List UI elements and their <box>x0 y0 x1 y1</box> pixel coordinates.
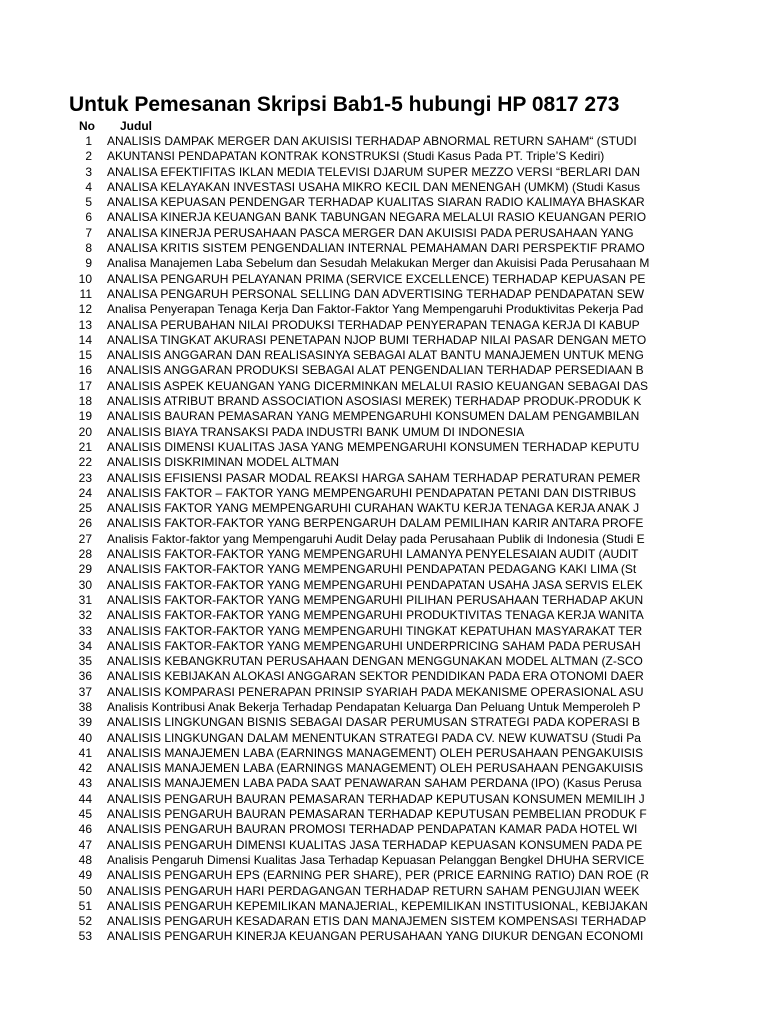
row-title: ANALISIS PENGARUH HARI PERDAGANGAN TERHADAP RETURN SAHAM PENGUJIAN WEEK <box>107 883 640 898</box>
table-row <box>0 486 768 501</box>
row-title: ANALISIS ATRIBUT BRAND ASSOCIATION ASOSIASI MEREK) TERHADAP PRODUK-PRODUK K <box>107 394 642 409</box>
row-number: 25 <box>78 501 92 516</box>
row-title: ANALISIS PENGARUH BAURAN PEMASARAN TERHADAP KEPUTUSAN PEMBELIAN PRODUK F <box>107 807 647 822</box>
table-row <box>0 333 768 348</box>
table-row <box>0 807 768 822</box>
table-row <box>0 455 768 470</box>
row-number: 13 <box>78 317 92 332</box>
row-title: ANALISIS PENGARUH KINERJA KEUANGAN PERUSAHAAN YANG DIUKUR DENGAN ECONOMI <box>107 929 644 944</box>
table-row <box>0 149 768 164</box>
table-row <box>0 180 768 195</box>
table-row <box>0 562 768 577</box>
table-row <box>0 471 768 486</box>
row-number: 15 <box>78 348 92 363</box>
row-title: ANALISA KEPUASAN PENDENGAR TERHADAP KUALITAS SIARAN RADIO KALIMAYA BHASKAR <box>107 195 645 210</box>
row-title: ANALISA EFEKTIFITAS IKLAN MEDIA TELEVISI DJARUM SUPER MEZZO VERSI “BERLARI DAN <box>107 164 641 179</box>
row-title: ANALISIS FAKTOR-FAKTOR YANG MEMPENGARUHI PENDAPATAN USAHA JASA SERVIS ELEK <box>107 577 643 592</box>
row-number: 5 <box>85 195 92 210</box>
table-row <box>0 624 768 639</box>
table-row <box>0 287 768 302</box>
row-title: ANALISIS MANAJEMEN LABA (EARNINGS MANAGEMENT) OLEH PERUSAHAAN PENGAKUISIS <box>107 745 644 760</box>
table-row <box>0 746 768 761</box>
row-title: ANALISIS KEBIJAKAN ALOKASI ANGGARAN SEKTOR PENDIDIKAN PADA ERA OTONOMI DAER <box>107 669 644 684</box>
table-row <box>0 578 768 593</box>
row-title: ANALISA KELAYAKAN INVESTASI USAHA MIKRO KECIL DAN MENENGAH (UMKM) (Studi Kasus <box>107 179 641 194</box>
row-number: 2 <box>85 149 92 164</box>
row-title: ANALISIS FAKTOR – FAKTOR YANG MEMPENGARUHI PENDAPATAN PETANI DAN DISTRIBUS <box>107 485 636 500</box>
row-number: 41 <box>78 745 92 760</box>
row-number: 45 <box>78 807 92 822</box>
row-title: ANALISIS PENGARUH KEPEMILIKAN MANAJERIAL, KEPEMILIKAN INSTITUSIONAL, KEBIJAKAN <box>107 898 648 913</box>
table-row <box>0 210 768 225</box>
row-number: 10 <box>78 271 92 286</box>
row-title: ANALISIS PENGARUH KESADARAN ETIS DAN MANAJEMEN SISTEM KOMPENSASI TERHADAP <box>107 914 647 929</box>
row-number: 9 <box>85 256 92 271</box>
table-row <box>0 929 768 944</box>
table-row <box>0 899 768 914</box>
row-title: ANALISIS PENGARUH DIMENSI KUALITAS JASA TERHADAP KEPUASAN KONSUMEN PADA PE <box>107 837 643 852</box>
row-number: 34 <box>78 638 92 653</box>
row-number: 31 <box>78 592 92 607</box>
row-number: 38 <box>78 699 92 714</box>
table-row <box>0 425 768 440</box>
row-number: 49 <box>78 868 92 883</box>
row-number: 48 <box>78 852 92 867</box>
table-row <box>0 761 768 776</box>
row-number: 39 <box>78 715 92 730</box>
table-row <box>0 409 768 424</box>
row-number: 14 <box>78 332 92 347</box>
row-title: ANALISIS FAKTOR-FAKTOR YANG MEMPENGARUHI TINGKAT KEPATUHAN MASYARAKAT TER <box>107 623 643 638</box>
row-number: 1 <box>85 134 92 148</box>
row-number: 42 <box>78 761 92 776</box>
table-row <box>0 853 768 868</box>
page-title: Untuk Pemesanan Skripsi Bab1-5 hubungi HP 0817 273 <box>69 93 620 116</box>
row-title: ANALISA KINERJA KEUANGAN BANK TABUNGAN NEGARA MELALUI RASIO KEUANGAN PERIO <box>107 210 647 225</box>
row-title: ANALISIS PENGARUH BAURAN PROMOSI TERHADAP PENDAPATAN KAMAR PADA HOTEL WI <box>107 822 638 837</box>
row-title: Analisis Pengaruh Dimensi Kualitas Jasa Terhadap Kepuasan Pelanggan Bengkel DHUHA SERVICE <box>107 852 645 867</box>
table-row <box>0 547 768 562</box>
table-row <box>0 379 768 394</box>
row-number: 18 <box>78 394 92 409</box>
row-number: 23 <box>78 470 92 485</box>
row-title: ANALISA PENGARUH PELAYANAN PRIMA (SERVICE EXCELLENCE) TERHADAP KEPUASAN PE <box>107 271 646 286</box>
table-row <box>0 501 768 516</box>
table-row <box>0 884 768 899</box>
table-row <box>0 363 768 378</box>
row-number: 20 <box>78 424 92 439</box>
row-title: ANALISA KINERJA PERUSAHAAN PASCA MERGER DAN AKUISISI PADA PERUSAHAAN YANG <box>107 225 634 240</box>
row-number: 53 <box>78 929 92 944</box>
row-title: ANALISA PENGARUH PERSONAL SELLING DAN ADVERTISING TERHADAP PENDAPATAN SEW <box>107 286 645 301</box>
table-row <box>0 822 768 837</box>
row-title: ANALISIS MANAJEMEN LABA PADA SAAT PENAWARAN SAHAM PERDANA (IPO) (Kasus Perusa <box>107 776 642 791</box>
table-row <box>0 669 768 684</box>
table-row <box>0 639 768 654</box>
row-number: 37 <box>78 684 92 699</box>
row-title: ANALISIS KOMPARASI PENERAPAN PRINSIP SYARIAH PADA MEKANISME OPERASIONAL ASU <box>107 684 644 699</box>
row-title: ANALISIS KEBANGKRUTAN PERUSAHAAN DENGAN MENGGUNAKAN MODEL ALTMAN (Z-SCO <box>107 654 643 669</box>
row-number: 19 <box>78 409 92 424</box>
row-title: AKUNTANSI PENDAPATAN KONTRAK KONSTRUKSI (Studi Kasus Pada PT. Triple’S Kediri) <box>107 149 605 164</box>
row-title: ANALISA TINGKAT AKURASI PENETAPAN NJOP BUMI TERHADAP NILAI PASAR DENGAN METO <box>107 332 647 347</box>
row-number: 21 <box>78 439 92 454</box>
table-row <box>0 134 768 149</box>
table-row <box>0 165 768 180</box>
row-number: 17 <box>78 378 92 393</box>
table-row <box>0 731 768 746</box>
table-row <box>0 256 768 271</box>
row-title: ANALISIS LINGKUNGAN BISNIS SEBAGAI DASAR PERUMUSAN STRATEGI PADA KOPERASI B <box>107 715 641 730</box>
row-title: ANALISIS ANGGARAN PRODUKSI SEBAGAI ALAT PENGENDALIAN TERHADAP PERSEDIAAN B <box>107 363 644 378</box>
row-number: 36 <box>78 669 92 684</box>
row-number: 40 <box>78 730 92 745</box>
row-title: Analisis Faktor-faktor yang Mempengaruhi Audit Delay pada Perusahaan Publik di Indonesia (Studi E <box>107 531 645 546</box>
row-number: 35 <box>78 654 92 669</box>
row-title: ANALISA KRITIS SISTEM PENGENDALIAN INTERNAL PEMAHAMAN DARI PERSPEKTIF PRAMO <box>107 241 645 256</box>
row-number: 28 <box>78 547 92 562</box>
row-title: ANALISIS FAKTOR-FAKTOR YANG MEMPENGARUHI PILIHAN PERUSAHAAN TERHADAP AKUN <box>107 592 644 607</box>
row-number: 7 <box>85 225 92 240</box>
row-title: ANALISIS BIAYA TRANSAKSI PADA INDUSTRI BANK UMUM DI INDONESIA <box>107 424 525 439</box>
row-title: ANALISIS FAKTOR-FAKTOR YANG MEMPENGARUHI UNDERPRICING SAHAM PADA PERUSAH <box>107 638 641 653</box>
row-number: 24 <box>78 485 92 500</box>
table-row <box>0 440 768 455</box>
table-row <box>0 394 768 409</box>
table-row <box>0 241 768 256</box>
row-number: 50 <box>78 883 92 898</box>
row-title: ANALISIS DISKRIMINAN MODEL ALTMAN <box>107 455 340 470</box>
table-row <box>0 792 768 807</box>
table-row <box>0 608 768 623</box>
row-title: ANALISIS ASPEK KEUANGAN YANG DICERMINKAN MELALUI RASIO KEUANGAN SEBAGAI DAS <box>107 378 649 393</box>
table-header <box>0 119 768 133</box>
row-number: 4 <box>85 179 92 194</box>
row-title: ANALISA PERUBAHAN NILAI PRODUKSI TERHADAP PENYERAPAN TENAGA KERJA DI KABUP <box>107 317 640 332</box>
row-title: ANALISIS FAKTOR-FAKTOR YANG BERPENGARUH DALAM PEMILIHAN KARIR ANTARA PROFE <box>107 516 644 531</box>
row-title: ANALISIS MANAJEMEN LABA (EARNINGS MANAGEMENT) OLEH PERUSAHAAN PENGAKUISIS <box>107 761 644 776</box>
row-number: 30 <box>78 577 92 592</box>
row-title: ANALISIS PENGARUH BAURAN PEMASARAN TERHADAP KEPUTUSAN KONSUMEN MEMILIH J <box>107 791 645 806</box>
row-number: 22 <box>78 455 92 470</box>
row-title: ANALISIS EFISIENSI PASAR MODAL REAKSI HARGA SAHAM TERHADAP PERATURAN PEMER <box>107 470 641 485</box>
row-title: ANALISIS ANGGARAN DAN REALISASINYA SEBAGAI ALAT BANTU MANAJEMEN UNTUK MENG <box>107 348 644 363</box>
column-header-no: No <box>79 119 95 133</box>
table-row <box>0 776 768 791</box>
table-row <box>0 195 768 210</box>
row-title: Analisis Kontribusi Anak Bekerja Terhadap Pendapatan Keluarga Dan Peluang Untuk Memperoleh P <box>107 699 641 714</box>
table-row <box>0 272 768 287</box>
table-row <box>0 348 768 363</box>
row-number: 6 <box>85 210 92 225</box>
table-row <box>0 593 768 608</box>
column-header-judul: Judul <box>120 119 152 133</box>
row-number: 26 <box>78 516 92 531</box>
row-number: 46 <box>78 822 92 837</box>
row-number: 47 <box>78 837 92 852</box>
row-title: ANALISIS DAMPAK MERGER DAN AKUISISI TERHADAP ABNORMAL RETURN SAHAM“ (STUDI <box>107 134 637 148</box>
row-number: 11 <box>79 286 92 301</box>
title-list <box>0 134 768 945</box>
row-number: 33 <box>78 623 92 638</box>
table-row <box>0 302 768 317</box>
row-title: ANALISIS FAKTOR-FAKTOR YANG MEMPENGARUHI LAMANYA PENYELESAIAN AUDIT (AUDIT <box>107 547 639 562</box>
table-row <box>0 226 768 241</box>
row-number: 16 <box>78 363 92 378</box>
row-number: 51 <box>78 898 92 913</box>
table-row <box>0 318 768 333</box>
table-row <box>0 654 768 669</box>
table-row <box>0 700 768 715</box>
row-title: ANALISIS FAKTOR-FAKTOR YANG MEMPENGARUHI PENDAPATAN PEDAGANG KAKI LIMA (St <box>107 562 637 577</box>
row-title: ANALISIS FAKTOR YANG MEMPENGARUHI CURAHAN WAKTU KERJA TENAGA KERJA ANAK J <box>107 501 640 516</box>
table-row <box>0 838 768 853</box>
row-number: 32 <box>78 608 92 623</box>
row-title: Analisa Penyerapan Tenaga Kerja Dan Faktor-Faktor Yang Mempengaruhi Produktivitas Pekerja Pad <box>107 302 644 317</box>
row-number: 3 <box>85 164 92 179</box>
row-number: 12 <box>78 302 92 317</box>
row-number: 27 <box>78 531 92 546</box>
row-number: 52 <box>78 914 92 929</box>
table-row <box>0 685 768 700</box>
row-title: ANALISIS PENGARUH EPS (EARNING PER SHARE), PER (PRICE EARNING RATIO) DAN ROE (R <box>107 868 649 883</box>
row-number: 29 <box>78 562 92 577</box>
row-title: Analisa Manajemen Laba Sebelum dan Sesudah Melakukan Merger dan Akuisisi Pada Perusahaan M <box>107 256 650 271</box>
table-row <box>0 715 768 730</box>
row-title: ANALISIS LINGKUNGAN DALAM MENENTUKAN STRATEGI PADA CV. NEW KUWATSU (Studi Pa <box>107 730 641 745</box>
row-title: ANALISIS FAKTOR-FAKTOR YANG MEMPENGARUHI PRODUKTIVITAS TENAGA KERJA WANITA <box>107 608 644 623</box>
table-row <box>0 868 768 883</box>
table-row <box>0 914 768 929</box>
row-title: ANALISIS BAURAN PEMASARAN YANG MEMPENGARUHI KONSUMEN DALAM PENGAMBILAN <box>107 409 640 424</box>
row-number: 43 <box>78 776 92 791</box>
row-title: ANALISIS DIMENSI KUALITAS JASA YANG MEMPENGARUHI KONSUMEN TERHADAP KEPUTU <box>107 439 640 454</box>
table-row <box>0 516 768 531</box>
row-number: 8 <box>85 241 92 256</box>
row-number: 44 <box>78 791 92 806</box>
table-row <box>0 532 768 547</box>
